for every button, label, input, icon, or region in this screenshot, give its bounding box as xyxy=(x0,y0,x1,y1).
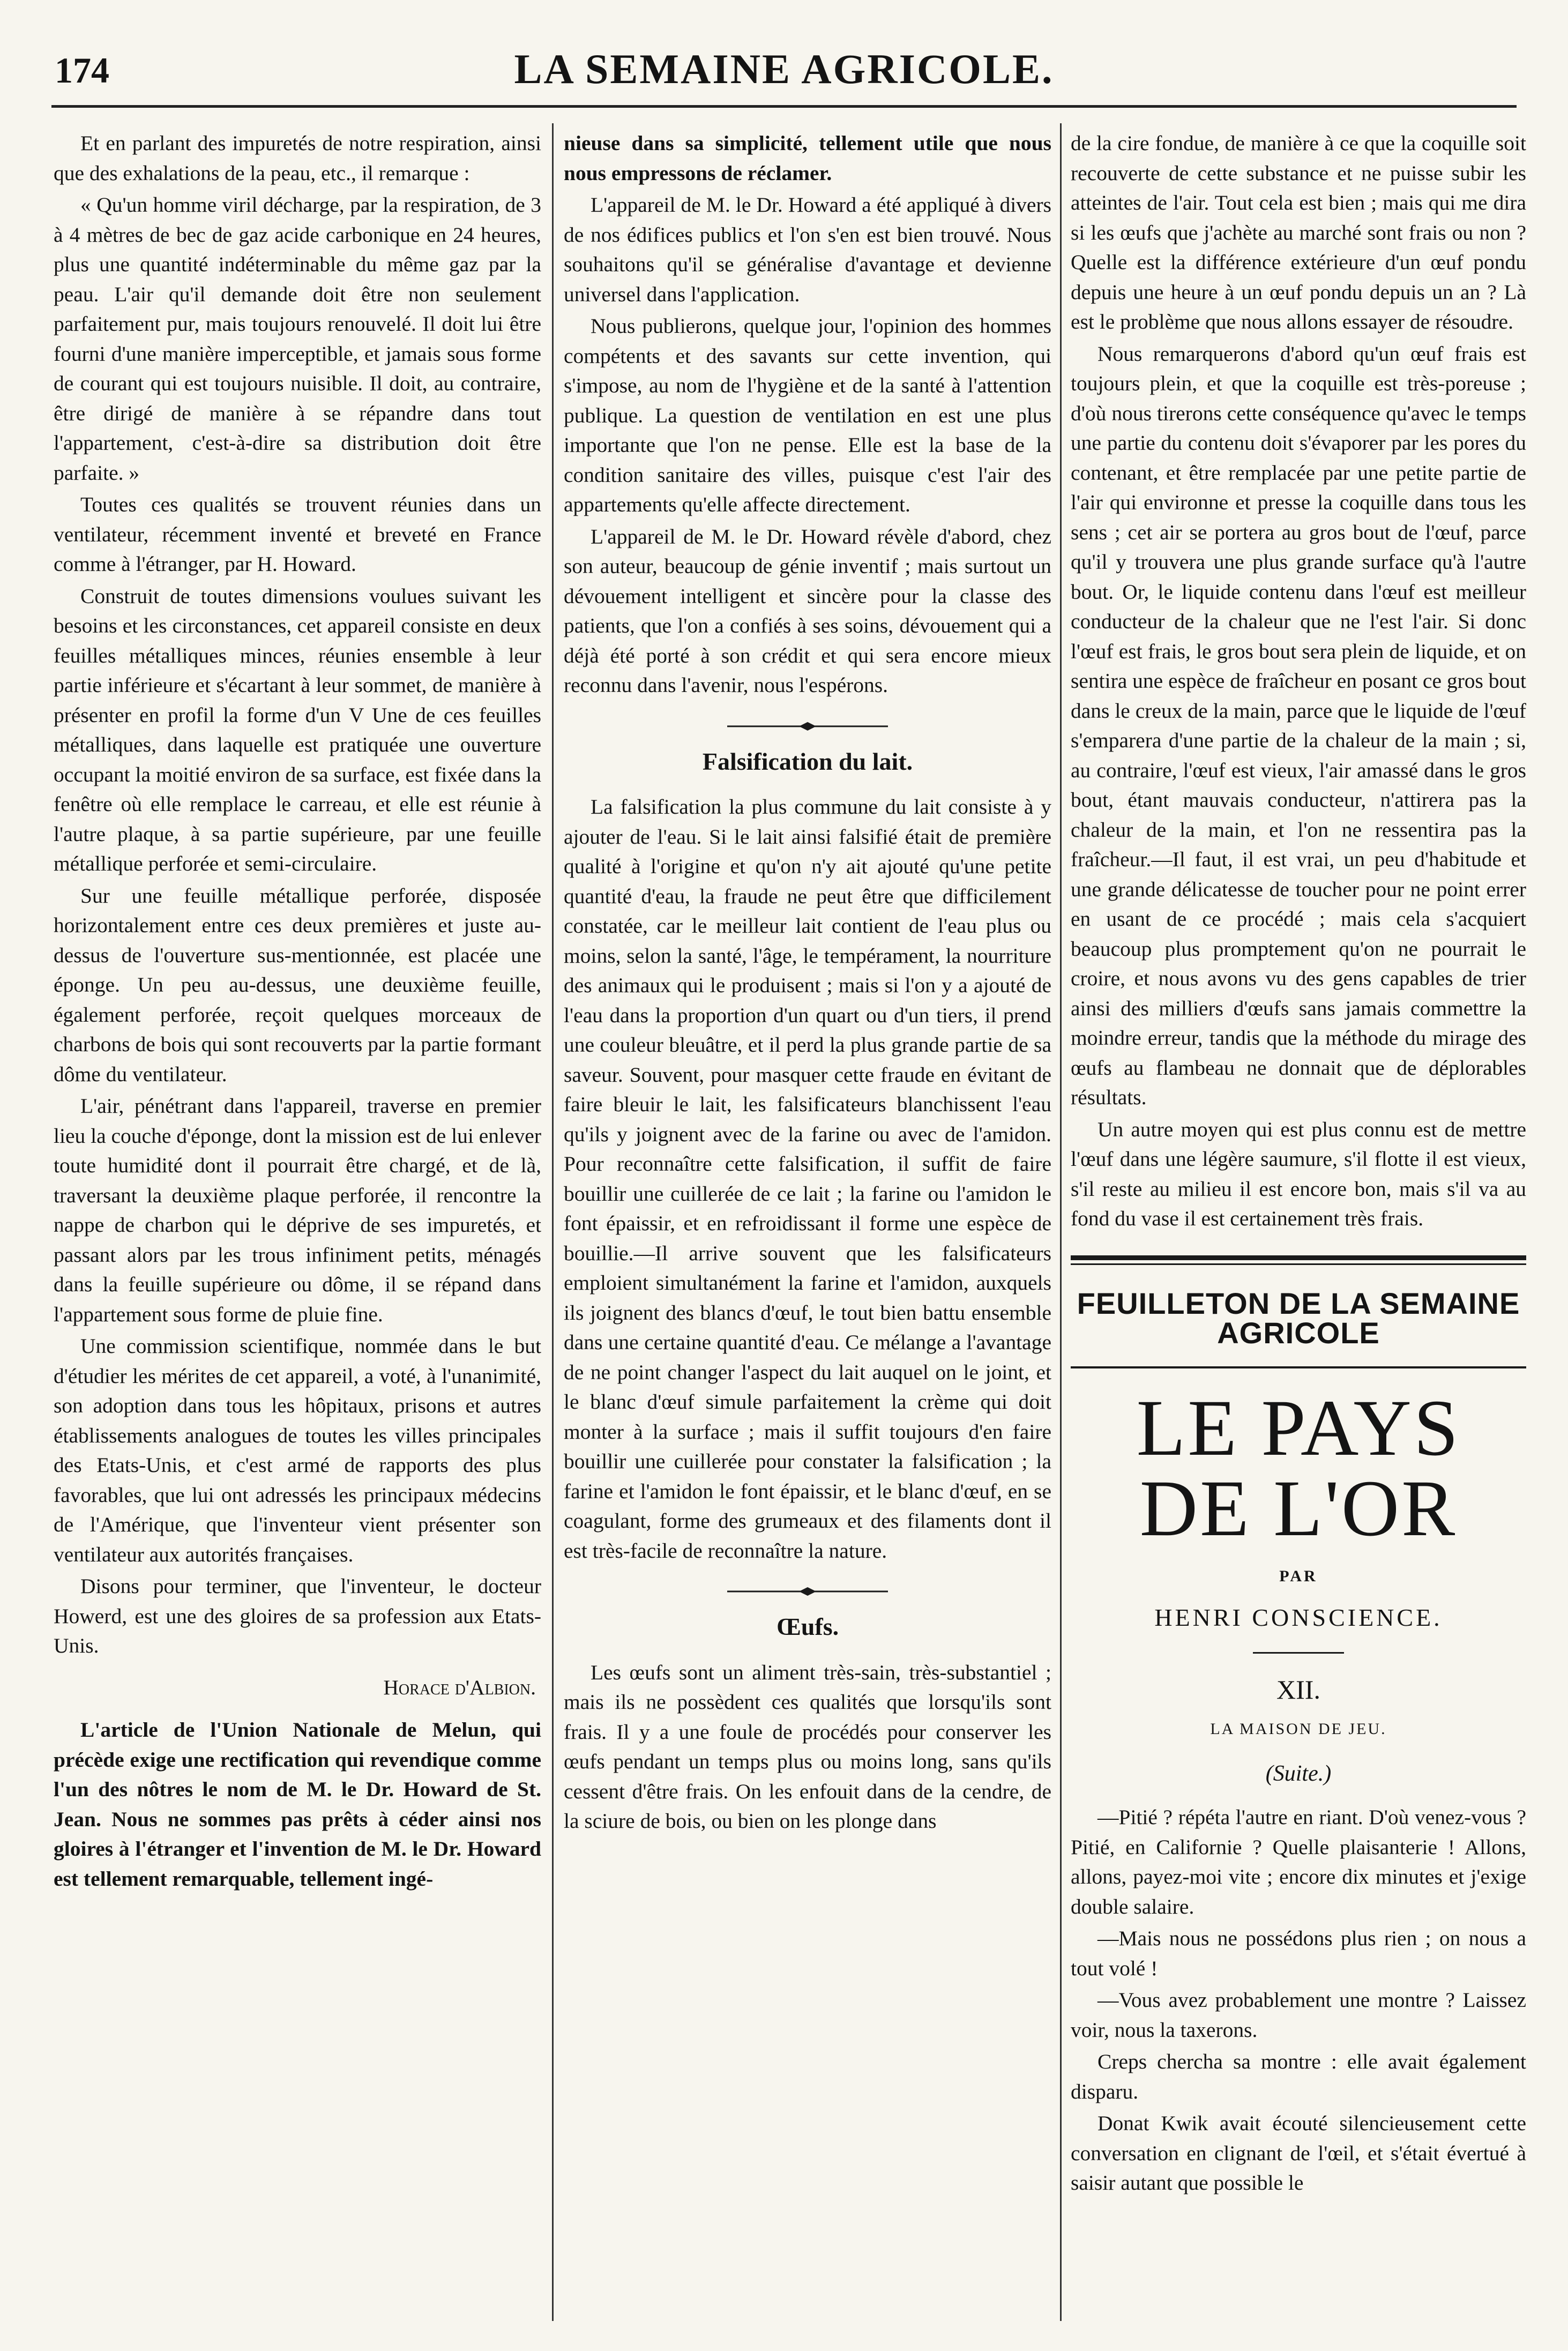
paragraph: Sur une feuille métallique perforée, disposée horizontalement entre ces deux premières et juste au-dessus de l'ouverture sus-mentionnée, est placée une éponge. Un peu au-dessus, une deuxième feuille, également perforée, reçoit quelques morceaux de charbons de bois qui sont recouverts par la partie formant dôme du ventilateur. xyxy=(54,883,541,1086)
masthead: LA SEMAINE AGRICOLE. xyxy=(514,46,1054,92)
section-ornament xyxy=(564,721,1051,732)
feuilleton-header: FEUILLETON DE LA SEMAINE AGRICOLE xyxy=(1077,1286,1520,1350)
paragraph: Nous remarquerons d'abord qu'un œuf frais est toujours plein, et que la coquille est très-poreuse ; d'où nous tirerons cette conséquence qu'avec le temps une partie du contenu doit s'évaporer par les pores du contenant, et être remplacée par une petite partie de l'air qui environne et presse la coquille dans tous les sens ; cet air se portera au gros bout de l'œuf, parce qu'il y trouvera une plus grande surface qu'à l'autre bout. Or, le liquide contenu dans l'œuf est meilleur conducteur de la chaleur que ne l'est l'air. Si donc l'œuf est frais, le gros bout sera plein de liquide, et on sentira une espèce de fraîcheur en posant ce gros bout dans le creux de la main, parce que le liquide de l'œuf s'emparera d'une partie de la chaleur de la main ; si, au contraire, l'œuf est vieux, l'air amassé dans le gros bout, étant mauvais conducteur, n'attirera pas la chaleur de la main, et l'on ne ressentira pas la fraîcheur.—Il faut, il est vrai, un peu d'habitude et une grande délicatesse de toucher pour ne point errer en usant de ce procédé ; mais cela s'acquiert beaucoup plus promptement qu'on ne pourrait le croire, et nous avons vu des gens capables de trier ainsi des milliers d'œufs sans jamais commettre la moindre erreur, tandis que la méthode du mirage des œufs au flambeau ne donnait que de déplorables résultats. xyxy=(1071,341,1526,1109)
column-divider xyxy=(1060,123,1062,2321)
divider xyxy=(1253,1652,1344,1654)
paragraph: L'air, pénétrant dans l'appareil, traverse en premier lieu la couche d'éponge, dont la mission est de lui enlever toute humidité dont il pourrait être chargé, et de là, traversant la deuxième plaque perforée, il rencontre la nappe de charbon qui le déprive de ses impuretés, et passant alors par les trous infiniment petits, ménagés dans la feuille supérieure ou dôme, il se répand dans l'appartement sous forme de pluie fine. xyxy=(54,1094,541,1326)
column-2 xyxy=(564,129,1051,2332)
paragraph: Construit de toutes dimensions voulues suivant les besoins et les circonstances, cet appareil consiste en deux feuilles métalliques minces, réunies ensemble à leur partie inférieure et s'écartant à leur sommet, de manière à présenter en profil la forme d'un V Une de ces feuilles métalliques, dans laquelle est pratiquée une ouverture occupant la moitié environ de sa surface, est fixée dans la fenêtre où elle remplace le carreau, et elle est réunie à l'autre plaque, à sa partie supérieure, par une feuille métallique perforée et semi-circulaire. xyxy=(54,584,541,875)
paragraph: « Qu'un homme viril décharge, par la respiration, de 3 à 4 mètres de bec de gaz acide carbonique en 24 heures, plus une quantité indéterminable du même gaz par la peau. L'air qu'il demande doit être non seulement parfaitement pur, mais toujours renouvelé. Il doit lui être fourni d'une manière imperceptible, et jamais sous forme de courant qui est toujours nuisible. Il doit, au contraire, être dirigé de manière à se répandre dans tout l'appartement, c'est-à-dire sa distribution doit être parfaite. » xyxy=(54,193,541,485)
paragraph: de la cire fondue, de manière à ce que la coquille soit recouverte de cette substance et ne puisse subir les atteintes de l'air. Tout cela est bien ; mais qui me dira si les œufs que j'achète au marché sont frais ou non ? Quelle est la différence extérieure d'un œuf pondu depuis une heure à un œuf pondu depuis un an ? Là est le problème que nous allons essayer de résoudre. xyxy=(1071,131,1526,333)
column-1 xyxy=(54,129,541,2332)
section-heading-milk: Falsification du lait. xyxy=(702,747,913,775)
feuilleton-rule-thick xyxy=(1071,1255,1526,1260)
feuilleton-rule-thin xyxy=(1071,1263,1526,1265)
paragraph: L'appareil de M. le Dr. Howard a été appliqué à divers de nos édifices publics et l'on s'en est bien trouvé. Nous souhaitons qu'il se généralise d'avantage et devienne universel dans l'application. xyxy=(564,193,1051,306)
chapter-title: LA MAISON DE JEU. xyxy=(1210,1720,1387,1738)
header-rule xyxy=(51,105,1517,108)
paragraph: Et en parlant des impuretés de notre respiration, ainsi que des exhalations de la peau, etc., il remarque : xyxy=(54,131,541,185)
paragraph: Creps chercha sa montre : elle avait également disparu. xyxy=(1071,2050,1526,2103)
paragraph: —Mais nous ne possédons plus rien ; on nous a tout volé ! xyxy=(1071,1926,1526,1980)
chapter-number: XII. xyxy=(1276,1674,1320,1705)
column-divider xyxy=(552,123,554,2321)
paragraph: Nous publierons, quelque jour, l'opinion des hommes compétents et des savants sur cette invention, qui s'impose, au nom de l'hygiène et de la santé à l'attention publique. La question de ventilation en est une plus importante que l'on ne pense. Elle est la base de la condition sanitaire des villes, puisque c'est l'air des appartements qu'elle affecte directement. xyxy=(564,314,1051,516)
paragraph: Les œufs sont un aliment très-sain, très-substantiel ; mais ils ne possèdent ces qualités que lorsqu'ils sont frais. Il y a une foule de procédés pour conserver les œufs pendant un temps plus ou moins long, sans qu'ils cessent d'être frais. On les enfouit dans de la cendre, de la sciure de bois, ou bien on les plonge dans xyxy=(564,1660,1051,1833)
paragraph: L'article de l'Union Nationale de Melun, qui précède exige une rectification qui revendique comme l'un des nôtres le nom de M. le Dr. Howard de St. Jean. Nous ne sommes pas prêts à céder ainsi nos gloires à l'étranger et l'invention de M. le Dr. Howard est tellement remarquable, tellement ingé- xyxy=(54,1718,541,1891)
paragraph: Un autre moyen qui est plus connu est de mettre l'œuf dans une légère saumure, s'il flotte il est vieux, s'il reste au milieu il est encore bon, mais s'il va au fond du vase il est certainement très frais. xyxy=(1071,1117,1526,1230)
paragraph: Disons pour terminer, que l'inventeur, le docteur Howerd, est une des gloires de sa profession aux Etats-Unis. xyxy=(54,1574,541,1657)
page-number: 174 xyxy=(55,50,109,91)
section-ornament xyxy=(564,1586,1051,1597)
paragraph: nieuse dans sa simplicité, tellement utile que nous nous empressons de réclamer. xyxy=(564,131,1051,185)
paragraph: Toutes ces qualités se trouvent réunies dans un ventilateur, récemment inventé et breveté en France comme à l'étranger, par H. Howard. xyxy=(54,493,541,576)
paragraph: Donat Kwik avait écouté silencieusement cette conversation en clignant de l'œil, et s'était évertué à saisir autant que possible le xyxy=(1071,2111,1526,2194)
paragraph: Une commission scientifique, nommée dans le but d'étudier les mérites de cet appareil, a voté, à l'unanimité, son adoption dans tous les hôpitaux, prisons et autres établissements analogues de toutes les villes principales des Etats-Unis, et c'est armé de rapports des plus favorables, que lui ont adressés les principaux médecins de l'Amérique, que l'inventeur vient présenter son ventilateur aux autorités françaises. xyxy=(54,1334,541,1566)
column-3 xyxy=(1071,129,1526,2332)
novel-title: LE PAYS DE L'OR xyxy=(1136,1383,1461,1553)
paragraph: La falsification la plus commune du lait consiste à y ajouter de l'eau. Si le lait ainsi falsifié était de première qualité à l'origine et qu'on n'y ait ajouté qu'une petite quantité d'eau, la fraude ne peut être que difficilement constatée, car le meilleur lait contient de l'eau plus ou moins, selon la santé, l'âge, le tempérament, la nourriture des animaux qui le produisent ; mais si l'on y a ajouté de l'eau dans la proportion d'un quart ou d'un tiers, il prend une couleur bleuâtre, et il perd la plus grande partie de sa saveur. Souvent, pour masquer cette fraude en évitant de faire bleuir le lait, les falsificateurs blanchissent l'eau qu'ils y joignent avec de la farine ou avec de l'amidon. Pour reconnaître cette falsification, il suffit de faire bouillir une cuillerée de ce lait ; la farine ou l'amidon le font épaissir, et en refroidissant il forme une espèce de bouillie.—Il arrive souvent que les falsificateurs emploient simultanément la farine et l'amidon, auxquels ils joignent des blancs d'œuf, le tout bien battu ensemble dans une certaine quantité d'eau. Ce mélange a l'avantage de ne point changer l'aspect du lait auquel on le joint, et le blanc d'œuf simule parfaitement la crème qui doit monter à la surface ; mais il suffit toujours d'en faire bouillir une cuillerée pour constater la falsification ; la farine et l'amidon le font épaissir, et le blanc d'œuf, en se coagulant, forme des grumeaux et des filaments dont il est très-facile de reconnaître la nature. xyxy=(564,795,1051,1563)
paragraph: —Pitié ? répéta l'autre en riant. D'où venez-vous ? Pitié, en Californie ? Quelle plaisanterie ! Allons, allons, payez-moi vite ; encore dix minutes et j'exige double salaire. xyxy=(1071,1805,1526,1918)
byline-par: PAR xyxy=(1279,1567,1318,1585)
section-heading-eggs: Œufs. xyxy=(776,1613,839,1640)
author-signature: Horace d'Albion. xyxy=(383,1675,536,1699)
continued-label: (Suite.) xyxy=(1265,1761,1332,1786)
paragraph: —Vous avez probablement une montre ? Laissez voir, nous la taxerons. xyxy=(1071,1988,1526,2042)
novel-author: HENRI CONSCIENCE. xyxy=(1154,1604,1443,1631)
feuilleton-rule xyxy=(1071,1366,1526,1368)
paragraph: L'appareil de M. le Dr. Howard révèle d'abord, chez son auteur, beaucoup de génie inventif ; mais surtout un dévouement intelligent et sincère pour la classe des patients, que l'on a confiés à ses soins, dévouement qui a déjà été porté à son crédit et qui sera encore mieux reconnu dans l'avenir, nous l'espérons. xyxy=(564,524,1051,697)
